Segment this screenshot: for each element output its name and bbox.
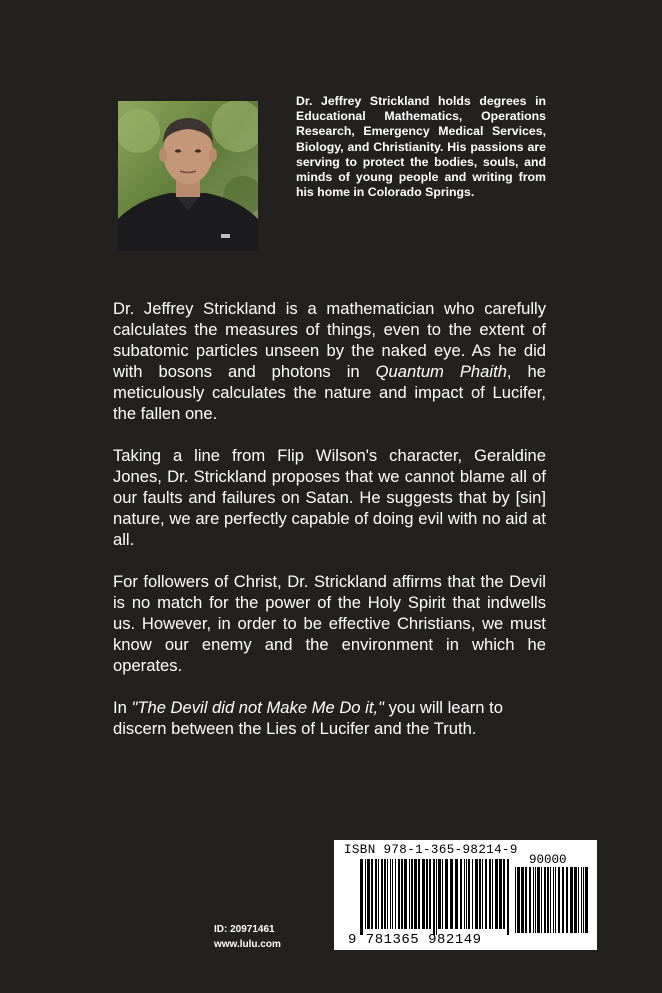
barcode-bar [384,859,386,929]
barcode-bar [566,867,568,933]
barcode-bar [445,859,448,929]
barcode-bar [398,859,400,929]
barcode-bar [562,867,564,933]
barcode-bar [547,867,549,933]
barcode-bar [492,859,493,929]
barcode-bar [472,859,473,929]
barcode-bar [411,859,413,929]
barcode-bar [581,867,582,933]
author-bio: Dr. Jeffrey Strickland holds degrees in Educational Mathematics, Operations Research, Emergency Medical Services, Biology, and Christianity. His passions are serving to protect the bodies, souls, and minds of young people and writing from his home in Colorado Springs. [296,94,546,200]
barcode-bar [387,859,388,929]
barcode-bar [466,859,467,929]
barcode-bar [544,867,546,933]
barcode-bar [503,859,505,929]
author-portrait-image [118,101,258,251]
barcode-bar [395,859,396,929]
barcode-bar [404,859,407,929]
barcode-bar [392,859,393,929]
barcode-bar [455,859,458,929]
barcode-digits: 9 781365 982149 [348,932,482,948]
ean-barcode-bars [360,859,510,935]
barcode-bar [436,859,437,935]
barcode-bar [360,859,363,935]
barcode-bar [450,859,453,929]
barcode-bar [541,867,542,933]
barcode-bar [537,867,540,933]
barcode-bar [464,859,465,929]
barcode-bar [367,859,370,929]
barcode-bar [558,867,560,933]
barcode-bar [475,859,478,929]
barcode-bar [479,859,481,929]
barcode-bar [468,859,470,929]
barcode-bar [426,859,428,929]
barcode-bar [529,867,531,933]
barcode-bar [482,859,483,929]
barcode-bar [378,859,379,929]
barcode-bar [521,867,524,933]
barcode-bar [401,859,403,929]
barcode-bar [495,859,498,929]
barcode-bar [570,867,573,933]
barcode-bar [418,859,420,929]
barcode-bar [550,867,551,933]
barcode-bar [585,867,588,933]
barcode-bar [414,859,417,929]
barcode-bar [485,859,487,929]
barcode-bar [381,859,383,929]
barcode-bar [365,859,366,929]
barcode-bar [499,859,502,929]
barcode-bar [429,859,431,929]
barcode-bar [507,859,509,935]
barcode-bar [553,867,554,933]
book-description [113,298,546,739]
barcode-bar [460,859,462,929]
barcode-bar [535,867,536,933]
barcode-bar [409,859,410,929]
description-paragraph-1: Dr. Jeffrey Strickland is a mathematician who carefully calculates the measures of things, even to the extent of subatomic particles unseen by the naked eye. As he did with bosons and photons in Quantum Phaith, he meticulously calculates the nature and impact of Lucifer, the fallen one. [113,299,546,423]
barcode-bar [525,867,527,933]
barcode-bar [515,867,516,933]
barcode-bar [533,867,534,933]
description-paragraph-2: Taking a line from Flip Wilson's character, Geraldine Jones, Dr. Strickland proposes that we cannot blame all of our faults and failures on Satan. He suggests that by [sin] nature, we are perfectly capable of doing evil with no aid at all. [113,446,546,549]
price-barcode-bars [515,867,589,933]
publisher-info [214,922,281,952]
price-code: 90000 [529,853,567,867]
publisher-website: www.lulu.com [214,939,281,950]
barcode-bar [371,859,373,929]
description-paragraph-4: In "The Devil did not Make Me Do it," you will learn to discern between the Lies of Lucifer and the Truth. [113,698,503,738]
description-paragraph-3: For followers of Christ, Dr. Strickland affirms that the Devil is no match for the power of the Holy Spirit that indwells us. However, in order to be effective Christians, we must know our enemy and the environment in which he operates. [113,572,546,675]
author-photo [118,101,258,251]
barcode-bar [375,859,377,929]
isbn-barcode [334,840,597,950]
barcode-bar [442,859,443,929]
id-label: ID: 20971461 [214,924,275,935]
barcode-bar [583,867,584,933]
barcode-bar [578,867,579,933]
book-title: "The Devil did not Make Me Do it," [131,698,384,717]
barcode-bar [489,859,491,929]
barcode-bar [574,867,577,933]
book-title-quantum-phaith: Quantum Phaith [375,362,507,381]
barcode-bar [390,859,391,929]
barcode-bar [433,859,435,935]
isbn-label: ISBN 978-1-365-98214-9 [344,843,518,857]
barcode-bar [555,867,556,933]
barcode-bar [438,859,441,929]
barcode-bar [517,867,520,933]
barcode-bar [422,859,425,929]
